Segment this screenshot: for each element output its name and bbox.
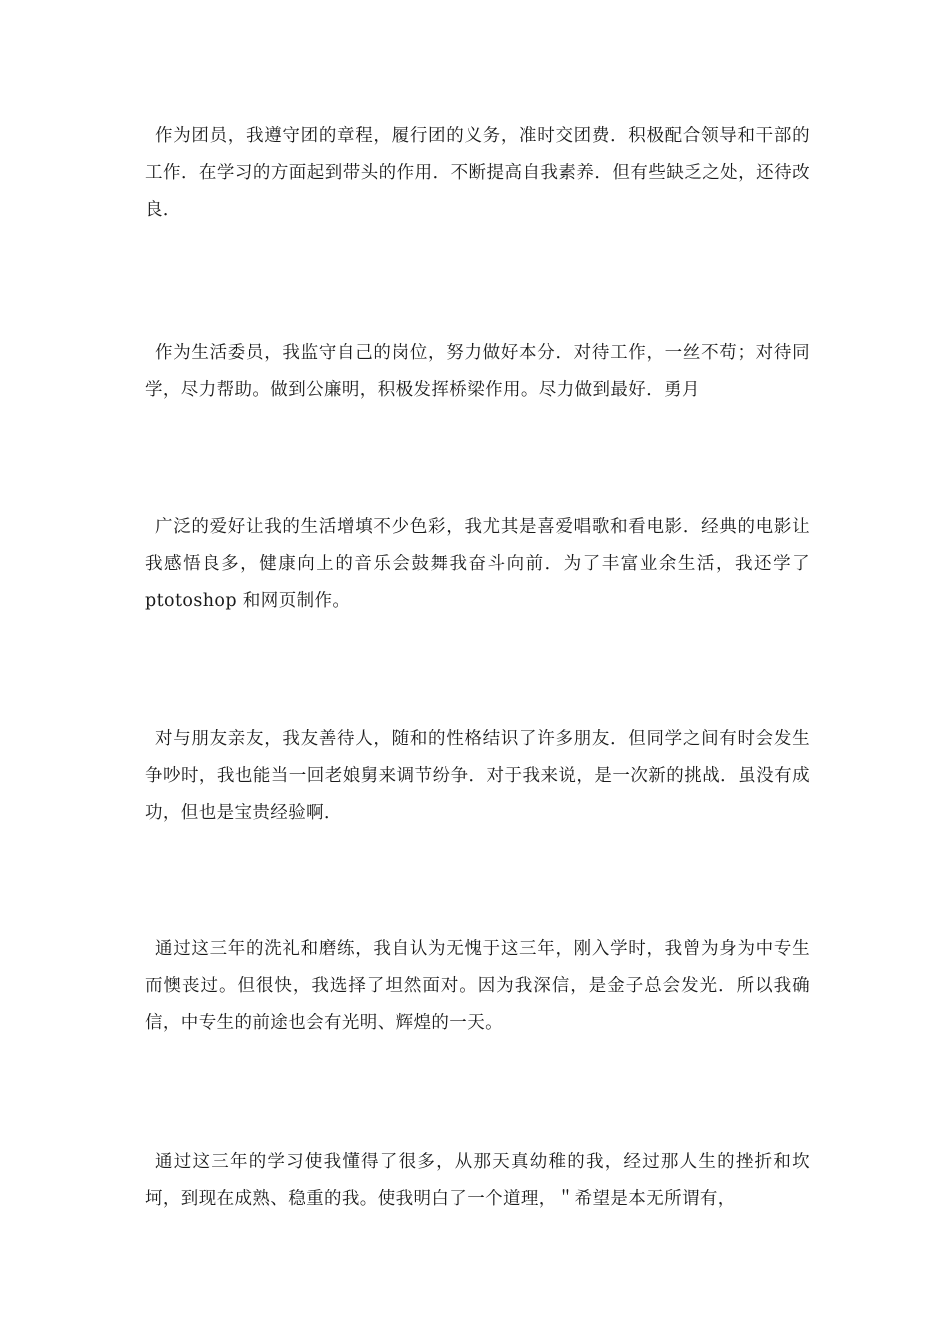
paragraph-life-committee: 作为生活委员，我监守自己的岗位，努力做好本分．对待工作，一丝不苟；对待同学，尽力帮助。做到公廉明，积极发挥桥梁作用。尽力做到最好．勇月 <box>145 343 810 400</box>
paragraph-three-years-learning: 通过这三年的学习使我懂得了很多，从那天真幼稚的我，经过那人生的挫折和坎坷，到现在成熟、稳重的我。使我明白了一个道理，＂希望是本无所谓有， <box>145 1152 810 1209</box>
paragraph-hobbies: 广泛的爱好让我的生活增填不少色彩，我尤其是喜爱唱歌和看电影．经典的电影让我感悟良多，健康向上的音乐会鼓舞我奋斗向前．为了丰富业余生活，我还学了 ptotoshop 和网页制作。 <box>145 517 810 611</box>
paragraph-three-years-growth: 通过这三年的洗礼和磨练，我自认为无愧于这三年，刚入学时，我曾为身为中专生而懊丧过。但很快，我选择了坦然面对。因为我深信，是金子总会发光．所以我确信，中专生的前途也会有光明、辉煌的一天。 <box>145 939 810 1033</box>
paragraph-friends: 对与朋友亲友，我友善待人，随和的性格结识了许多朋友．但同学之间有时会发生争吵时，我也能当一回老娘舅来调节纷争．对于我来说，是一次新的挑战．虽没有成功，但也是宝贵经验啊． <box>145 729 810 823</box>
paragraph-membership: 作为团员，我遵守团的章程，履行团的义务，准时交团费．积极配合领导和干部的工作．在学习的方面起到带头的作用．不断提高自我素养．但有些缺乏之处，还待改良． <box>145 126 810 220</box>
